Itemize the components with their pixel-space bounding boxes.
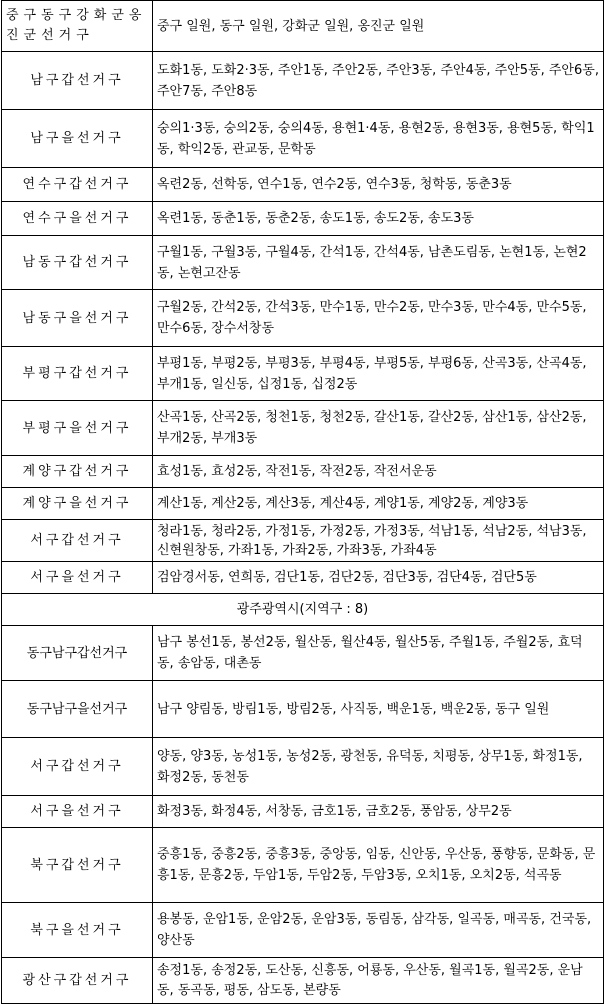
- table-row: [2, 520, 604, 562]
- district-areas: 옥련2동, 선학동, 연수1동, 연수2동, 연수3동, 청학동, 동춘3동: [153, 168, 604, 202]
- district-name: 남동구갑선거구: [2, 236, 153, 290]
- table-row: [2, 1, 604, 52]
- district-name: 계양구갑선거구: [2, 456, 153, 488]
- section-header-row: [2, 594, 604, 626]
- district-name: 동구남구을선거구: [2, 681, 153, 738]
- district-name: 계양구을선거구: [2, 488, 153, 520]
- table-row: [2, 488, 604, 520]
- district-areas: 남구 봉선1동, 봉선2동, 월산동, 월산4동, 월산5동, 주월1동, 주월2동, 효덕동, 송암동, 대촌동: [153, 626, 604, 681]
- district-areas: 중흥1동, 중흥2동, 중흥3동, 중앙동, 임동, 신안동, 우산동, 풍향동, 문화동, 문흥1동, 문흥2동, 두암1동, 두암2동, 두암3동, 오치1동, 오치2동, 석곡동: [153, 828, 604, 903]
- district-areas: 남구 양림동, 방림1동, 방림2동, 사직동, 백운1동, 백운2동, 동구 일원: [153, 681, 604, 738]
- district-areas: 화정3동, 화정4동, 서창동, 금호1동, 금호2동, 풍암동, 상무2동: [153, 796, 604, 828]
- district-table: [1, 0, 604, 1004]
- district-areas: 구월1동, 구월3동, 구월4동, 간석1동, 간석4동, 남촌도림동, 논현1동, 논현2동, 논현고잔동: [153, 236, 604, 290]
- district-name: 부평구을선거구: [2, 401, 153, 456]
- table-row: [2, 401, 604, 456]
- table-row: [2, 236, 604, 290]
- district-areas: 계산1동, 계산2동, 계산3동, 계산4동, 계양1동, 계양2동, 계양3동: [153, 488, 604, 520]
- table-row: [2, 168, 604, 202]
- district-name: 연수구갑선거구: [2, 168, 153, 202]
- table-row: [2, 796, 604, 828]
- table-row: [2, 202, 604, 236]
- district-name: 광산구갑선거구: [2, 958, 153, 1004]
- district-areas: 용봉동, 운암1동, 운암2동, 운암3동, 동림동, 삼각동, 일곡동, 매곡동, 건국동, 양산동: [153, 903, 604, 958]
- district-areas: 숭의1·3동, 숭의2동, 숭의4동, 용현1·4동, 용현2동, 용현3동, 용현5동, 학익1동, 학익2동, 관교동, 문학동: [153, 110, 604, 168]
- district-name: 남구을선거구: [2, 110, 153, 168]
- district-name: 서구갑선거구: [2, 520, 153, 562]
- district-areas: 효성1동, 효성2동, 작전1동, 작전2동, 작전서운동: [153, 456, 604, 488]
- table-row: [2, 52, 604, 110]
- table-row: [2, 347, 604, 401]
- district-name: 연수구을선거구: [2, 202, 153, 236]
- table-row: [2, 828, 604, 903]
- district-areas: 산곡1동, 산곡2동, 청천1동, 청천2동, 갈산1동, 갈산2동, 삼산1동, 삼산2동, 부개2동, 부개3동: [153, 401, 604, 456]
- table-row: [2, 738, 604, 796]
- table-row: [2, 903, 604, 958]
- district-name: 서구갑선거구: [2, 738, 153, 796]
- district-name: 서구을선거구: [2, 562, 153, 594]
- district-areas: 도화1동, 도화2·3동, 주안1동, 주안2동, 주안3동, 주안4동, 주안5동, 주안6동, 주안7동, 주안8동: [153, 52, 604, 110]
- district-areas: 중구 일원, 동구 일원, 강화군 일원, 옹진군 일원: [153, 1, 604, 52]
- district-areas: 청라1동, 청라2동, 가정1동, 가정2동, 가정3동, 석남1동, 석남2동, 석남3동, 신현원창동, 가좌1동, 가좌2동, 가좌3동, 가좌4동: [153, 520, 604, 562]
- district-areas: 옥련1동, 동춘1동, 동춘2동, 송도1동, 송도2동, 송도3동: [153, 202, 604, 236]
- table-row: [2, 562, 604, 594]
- district-areas: 양동, 양3동, 농성1동, 농성2동, 광천동, 유덕동, 치평동, 상무1동, 화정1동, 화정2동, 동천동: [153, 738, 604, 796]
- district-name: 서구을선거구: [2, 796, 153, 828]
- district-name: 북구을선거구: [2, 903, 153, 958]
- district-name: 남동구을선거구: [2, 290, 153, 347]
- table-row: [2, 456, 604, 488]
- section-header: 광주광역시(지역구 : 8): [2, 594, 604, 626]
- table-row: [2, 626, 604, 681]
- table-row: [2, 290, 604, 347]
- district-areas: 부평1동, 부평2동, 부평3동, 부평4동, 부평5동, 부평6동, 산곡3동, 산곡4동, 부개1동, 일신동, 십정1동, 십정2동: [153, 347, 604, 401]
- table-row: [2, 958, 604, 1004]
- district-name: 동구남구갑선거구: [2, 626, 153, 681]
- district-areas: 구월2동, 간석2동, 간석3동, 만수1동, 만수2동, 만수3동, 만수4동, 만수5동, 만수6동, 장수서창동: [153, 290, 604, 347]
- district-name: 부평구갑선거구: [2, 347, 153, 401]
- table-row: [2, 110, 604, 168]
- table-row: [2, 681, 604, 738]
- district-name: 중구동구강화군옹진군선거구: [2, 1, 153, 52]
- district-areas: 송정1동, 송정2동, 도산동, 신흥동, 어룡동, 우산동, 월곡1동, 월곡2동, 운남동, 동곡동, 평동, 삼도동, 본량동: [153, 958, 604, 1004]
- district-name: 남구갑선거구: [2, 52, 153, 110]
- district-areas: 검암경서동, 연희동, 검단1동, 검단2동, 검단3동, 검단4동, 검단5동: [153, 562, 604, 594]
- district-name: 북구갑선거구: [2, 828, 153, 903]
